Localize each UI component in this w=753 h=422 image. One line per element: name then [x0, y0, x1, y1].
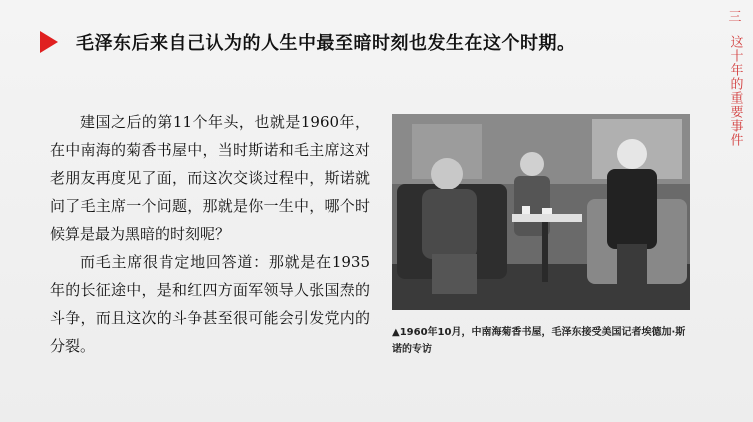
red-arrow-icon — [40, 31, 58, 53]
title-bar — [40, 30, 576, 54]
photo-caption: ▲1960年10月，中南海菊香书屋，毛泽东接受美国记者埃德加·斯诺的专访 — [392, 327, 686, 355]
slide-title: 毛泽东后来自己认为的人生中最至暗时刻也发生在这个时期。 — [76, 33, 576, 54]
section-number: 三 — [728, 10, 742, 25]
paragraph-2: 而毛主席很肯定地回答道：那就是在1935年的长征途中，是和红四方面军领导人张国焘的斗争，而且这次的斗争甚至很可能会引发党内的分裂。 — [50, 253, 370, 355]
section-label: 这十年的重要事件 — [727, 35, 743, 147]
historical-photo — [392, 114, 690, 310]
body-text — [50, 108, 370, 360]
section-nav — [725, 10, 745, 147]
photo-illustration — [392, 114, 690, 310]
paragraph-1: 建国之后的第11个年头，也就是1960年，在中南海的菊香书屋中，当时斯诺和毛主席这对老朋友再度见了面，而这次交谈过程中，斯诺就问了毛主席一个问题，那就是你一生中，哪个时候算是最为黑暗的时刻呢？ — [50, 113, 370, 243]
